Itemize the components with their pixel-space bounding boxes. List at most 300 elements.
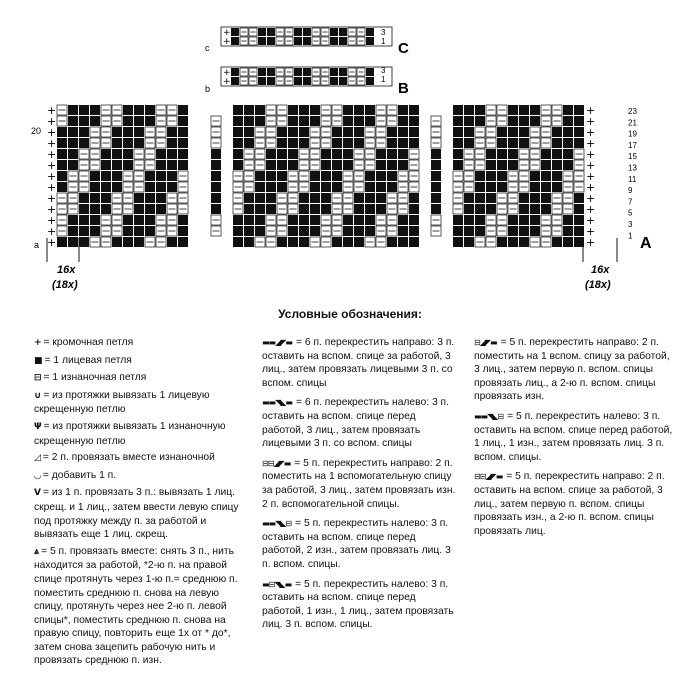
knit-stitch-cell [145,105,155,115]
knit-stitch-cell [354,138,364,148]
knit-stitch-cell [267,28,275,36]
knit-stitch-cell [68,105,78,115]
knit-stitch-cell [277,149,287,159]
chart-a-row-20: 20 [31,126,42,136]
knit-stitch-cell [244,226,254,236]
legend-symbol-icon: ▬▬◢◤▬ [262,338,292,347]
edge-stitch-cell: + [47,115,57,128]
knit-stitch-cell [409,138,419,148]
knit-stitch-cell [288,149,298,159]
knit-stitch-cell [134,237,144,247]
legend-symbol-icon: ⊟ [34,373,42,384]
knit-stitch-cell [68,138,78,148]
knit-stitch-cell [343,116,353,126]
repeat-right-18x: (18x) [585,279,611,291]
knit-stitch-cell [123,127,133,137]
edge-stitch-cell: + [47,192,57,205]
knit-stitch-cell [343,149,353,159]
knit-stitch-cell [101,193,111,203]
knit-stitch-cell [530,105,540,115]
knit-stitch-cell [354,127,364,137]
legend-entry [262,517,458,571]
knit-stitch-cell [398,215,408,225]
knit-stitch-cell [464,127,474,137]
edge-stitch-cell: + [586,126,596,139]
knit-stitch-cell [387,171,397,181]
knit-stitch-cell [255,116,265,126]
knit-stitch-cell [330,37,338,45]
knit-stitch-cell [156,193,166,203]
edge-stitch-cell: + [47,104,57,117]
knit-stitch-cell [339,28,347,36]
knit-stitch-cell [244,237,254,247]
knit-stitch-cell [387,149,397,159]
knit-stitch-cell [366,77,374,85]
legend-symbol-icon: ⊟⊟◢◤▬ [262,458,291,468]
legend-entry [34,389,246,417]
knit-stitch-cell [310,116,320,126]
knit-stitch-cell [211,204,221,214]
knit-stitch-cell [409,116,419,126]
knit-stitch-cell [123,160,133,170]
knit-stitch-cell [79,226,89,236]
knit-stitch-cell [431,193,441,203]
edge-stitch-cell: + [586,181,596,194]
knit-stitch-cell [332,160,342,170]
chart-b-row-3: 3 [381,66,386,75]
edge-stitch-cell: + [586,115,596,128]
knit-stitch-cell [453,160,463,170]
knit-stitch-cell [244,116,254,126]
knit-stitch-cell [398,105,408,115]
knit-stitch-cell [453,127,463,137]
legend-entry [34,354,246,369]
knit-stitch-cell [574,127,584,137]
knit-stitch-cell [310,215,320,225]
edge-stitch-cell: + [47,181,57,194]
knit-stitch-cell [233,105,243,115]
knit-stitch-cell [134,127,144,137]
legend-text: = 5 п. перекрестить направо: 2 п. оставить на вспом. спице за работой, 3 лиц., затем первую п. вспом. спицы провязать изн., а 2-ю п. вспом. спицы провязать лиц. [474,471,665,537]
knit-stitch-cell [464,226,474,236]
row-number: 3 [628,220,633,229]
knit-stitch-cell [332,138,342,148]
knit-stitch-cell [354,193,364,203]
knit-stitch-cell [156,149,166,159]
knit-stitch-cell [79,215,89,225]
chart-a-row-label: a [34,240,40,250]
knit-stitch-cell [68,160,78,170]
knit-stitch-cell [497,127,507,137]
knit-stitch-cell [475,105,485,115]
legend-column-2 [262,336,458,635]
row-number: 19 [628,129,637,139]
knit-stitch-cell [233,160,243,170]
knit-stitch-cell [486,182,496,192]
legend-text: = добавить 1 п. [42,469,117,481]
knit-stitch-cell [453,105,463,115]
knit-stitch-cell [156,204,166,214]
knit-stitch-cell [330,77,338,85]
knit-stitch-cell [409,237,419,247]
chart-b-grid [221,67,392,87]
knit-stitch-cell [277,160,287,170]
knit-stitch-cell [398,127,408,137]
edge-stitch-cell: + [586,236,596,249]
legend-symbol-icon: ▬▬◥◣▬ [262,398,292,408]
knit-stitch-cell [288,226,298,236]
knit-stitch-cell [398,160,408,170]
knit-stitch-cell [332,182,342,192]
knit-stitch-cell [303,68,311,76]
knit-stitch-cell [398,226,408,236]
legend-text: = кромочная петля [43,337,134,348]
legend-text: = 6 п. перекрестить направо: 3 п. оставить на вспом. спице за работой, 3 лиц., затем провязать лицевыми 3 п. со вспом. спицы [262,337,455,389]
knit-stitch-cell [508,149,518,159]
knit-stitch-cell [123,149,133,159]
knit-stitch-cell [134,138,144,148]
knit-stitch-cell [354,237,364,247]
knit-stitch-cell [508,160,518,170]
knit-stitch-cell [310,204,320,214]
knit-stitch-cell [497,149,507,159]
knit-stitch-cell [266,193,276,203]
knit-stitch-cell [167,182,177,192]
knit-stitch-cell [211,171,221,181]
knit-stitch-cell [343,160,353,170]
knit-stitch-cell [563,237,573,247]
knit-stitch-cell [145,193,155,203]
knit-stitch-cell [497,160,507,170]
knit-stitch-cell [563,160,573,170]
knit-stitch-cell [464,237,474,247]
legend-entry [262,457,458,511]
knit-stitch-cell [366,28,374,36]
knit-stitch-cell [255,105,265,115]
knit-stitch-cell [431,204,441,214]
knit-stitch-cell [90,182,100,192]
knit-stitch-cell [258,68,266,76]
knit-stitch-cell [330,68,338,76]
edge-stitch-cell: + [586,203,596,216]
knit-stitch-cell [552,237,562,247]
knit-stitch-cell [574,116,584,126]
edge-stitch-cell: + [586,104,596,117]
knit-stitch-cell [376,193,386,203]
knit-stitch-cell [134,226,144,236]
knit-stitch-cell [464,204,474,214]
repeat-left-16x: 16x [57,264,76,276]
knit-stitch-cell [552,149,562,159]
knit-stitch-cell [398,237,408,247]
knit-stitch-cell [431,171,441,181]
knit-stitch-cell [258,28,266,36]
row-number: 17 [628,140,637,150]
knit-stitch-cell [244,138,254,148]
knit-stitch-cell [101,149,111,159]
edge-stitch-cell: + [47,214,57,227]
knit-stitch-cell [267,68,275,76]
knit-stitch-cell [79,127,89,137]
edge-stitch-cell: + [223,77,231,87]
knit-stitch-cell [530,193,540,203]
knit-stitch-cell [508,215,518,225]
knit-stitch-cell [277,182,287,192]
legend-symbol-icon: ⊟◢◤▬ [474,338,497,347]
knit-stitch-cell [277,127,287,137]
knit-stitch-cell [79,105,89,115]
knit-stitch-cell [167,237,177,247]
knit-stitch-cell [294,77,302,85]
knit-stitch-cell [354,215,364,225]
knit-stitch-cell [145,215,155,225]
knit-stitch-cell [57,138,67,148]
knit-stitch-cell [365,171,375,181]
edge-stitch-cell: + [47,126,57,139]
legend-entry [262,336,458,390]
knit-stitch-cell [343,105,353,115]
knit-stitch-cell [244,127,254,137]
knit-stitch-cell [299,215,309,225]
knit-stitch-cell [453,215,463,225]
knit-stitch-cell [112,182,122,192]
knit-stitch-cell [530,226,540,236]
knit-stitch-cell [343,237,353,247]
edge-stitch-cell: + [47,236,57,249]
knit-stitch-cell [255,215,265,225]
knit-stitch-cell [552,138,562,148]
knit-stitch-cell [233,237,243,247]
knit-stitch-cell [101,182,111,192]
knit-stitch-cell [376,204,386,214]
legend-text: = 5 п. перекрестить налево: 3 п. оставить на вспом. спице перед работой, 1 лиц., 1 изн., затем провязать лиц. 3 п. вспом. спицы. [474,410,673,463]
knit-stitch-cell [266,171,276,181]
knit-stitch-cell [57,149,67,159]
legend-entry [34,336,246,351]
knit-stitch-cell [57,171,67,181]
knit-stitch-cell [101,160,111,170]
row-number: 15 [628,152,637,162]
knit-stitch-cell [464,138,474,148]
knit-stitch-cell [145,182,155,192]
knit-stitch-cell [339,68,347,76]
knit-stitch-cell [233,149,243,159]
knit-stitch-cell [167,171,177,181]
knit-stitch-cell [266,182,276,192]
knit-stitch-cell [453,138,463,148]
knit-stitch-cell [299,193,309,203]
knit-stitch-cell [519,215,529,225]
knit-stitch-cell [541,182,551,192]
knit-stitch-cell [398,116,408,126]
knit-stitch-cell [288,160,298,170]
legend-symbol-icon: ⊟⊟◢◤▬ [474,472,503,482]
knit-stitch-cell [277,138,287,148]
legend-text: = 5 п. перекрестить налево: 3 п. оставить на вспом. спице перед работой, 1 изн., 1 лиц., затем провязать лиц. 3 п. вспом. спицы. [262,578,454,631]
knit-stitch-cell [303,28,311,36]
knit-stitch-cell [530,204,540,214]
knit-stitch-cell [453,116,463,126]
knit-stitch-cell [366,37,374,45]
knit-stitch-cell [123,226,133,236]
knit-stitch-cell [277,171,287,181]
knit-stitch-cell [541,160,551,170]
edge-stitch-cell: + [586,225,596,238]
knit-stitch-cell [475,171,485,181]
knit-stitch-cell [519,237,529,247]
knit-stitch-cell [299,204,309,214]
knit-stitch-cell [267,37,275,45]
knit-stitch-cell [79,237,89,247]
knit-stitch-cell [541,204,551,214]
row-number: 21 [628,118,637,128]
chart-a-row-numbers [628,107,637,240]
knit-stitch-cell [299,138,309,148]
knit-stitch-cell [68,237,78,247]
knit-stitch-cell [508,138,518,148]
knit-stitch-cell [294,68,302,76]
knit-stitch-cell [255,204,265,214]
knit-stitch-cell [530,116,540,126]
knit-stitch-cell [552,182,562,192]
knit-stitch-cell [574,204,584,214]
knit-stitch-cell [332,149,342,159]
repeat-left-18x: (18x) [52,279,78,291]
knit-stitch-cell [486,149,496,159]
knitting-chart [0,0,700,300]
knit-stitch-cell [398,138,408,148]
row-number: 13 [628,163,637,173]
knit-stitch-cell [343,226,353,236]
edge-stitch-cell: + [586,148,596,161]
knit-stitch-cell [475,193,485,203]
knit-stitch-cell [574,215,584,225]
knit-stitch-cell [101,204,111,214]
edge-stitch-cell: + [586,159,596,172]
knit-stitch-cell [574,226,584,236]
edge-stitch-cell: + [47,225,57,238]
knit-stitch-cell [299,127,309,137]
knit-stitch-cell [541,193,551,203]
legend-text: = из протяжки вывязать 1 изнаночную скрещенную петлю [34,420,226,447]
knit-stitch-cell [231,68,239,76]
knit-stitch-cell [464,193,474,203]
knit-stitch-cell [354,105,364,115]
knit-stitch-cell [541,149,551,159]
knit-stitch-cell [123,138,133,148]
knit-stitch-cell [330,28,338,36]
knit-stitch-cell [288,116,298,126]
knit-stitch-cell [68,127,78,137]
knit-stitch-cell [332,127,342,137]
knit-stitch-cell [563,127,573,137]
knit-stitch-cell [332,237,342,247]
knit-stitch-cell [299,105,309,115]
knit-stitch-cell [409,215,419,225]
knit-stitch-cell [497,138,507,148]
legend-text: = 5 п. перекрестить налево: 3 п. оставить на вспом. спице перед работой, 2 изн., затем провязать лиц. 3 п. вспом. спицы. [262,518,451,570]
legend-text: = 6 п. перекрестить налево: 3 п. оставить на вспом. спице перед работой, 3 лиц., затем провязать лицевыми 3 п. со вспом. спицы [262,397,449,450]
knit-stitch-cell [233,127,243,137]
knit-stitch-cell [134,116,144,126]
knit-stitch-cell [464,116,474,126]
legend-symbol-icon: ⩓ [34,546,40,557]
knit-stitch-cell [277,237,287,247]
knit-stitch-cell [508,127,518,137]
knit-stitch-cell [231,37,239,45]
knit-stitch-cell [101,171,111,181]
legend-entry [474,470,674,538]
knit-stitch-cell [398,149,408,159]
knit-stitch-cell [231,77,239,85]
knit-stitch-cell [211,182,221,192]
row-number: 1 [628,231,633,241]
knit-stitch-cell [112,149,122,159]
knit-stitch-cell [453,237,463,247]
knit-stitch-cell [156,171,166,181]
knit-stitch-cell [68,226,78,236]
knit-stitch-cell [321,204,331,214]
legend-text: = 1 лицевая петля [44,354,132,366]
knit-stitch-cell [552,160,562,170]
knit-stitch-cell [365,116,375,126]
knit-stitch-cell [563,215,573,225]
legend-entry [34,451,246,466]
knit-stitch-cell [112,127,122,137]
knit-stitch-cell [321,182,331,192]
legend-entry [262,396,458,450]
legend-symbol-icon: ▬▬◥◣⊟ [262,519,292,529]
knit-stitch-cell [366,68,374,76]
knit-stitch-cell [519,226,529,236]
knit-stitch-cell [57,127,67,137]
knit-stitch-cell [233,116,243,126]
knit-stitch-cell [475,182,485,192]
knit-stitch-cell [310,171,320,181]
knit-stitch-cell [387,138,397,148]
knit-stitch-cell [258,77,266,85]
knit-stitch-cell [497,237,507,247]
knit-stitch-cell [57,160,67,170]
knit-stitch-cell [376,171,386,181]
knit-stitch-cell [294,28,302,36]
knit-stitch-cell [178,105,188,115]
knit-stitch-cell [145,171,155,181]
knit-stitch-cell [431,149,441,159]
knit-stitch-cell [431,182,441,192]
knit-stitch-cell [541,171,551,181]
knit-stitch-cell [178,160,188,170]
legend-symbol-icon: ▬▬◥◣⊟ [474,411,504,421]
legend-entry [34,371,246,386]
edge-stitch-cell: + [223,68,231,78]
legend-symbol-icon: Ψ [34,421,42,432]
knit-stitch-cell [288,138,298,148]
chart-c-letter: C [398,40,409,57]
row-number: 9 [628,186,633,196]
legend-symbol-icon: ◿ [34,453,41,464]
knit-stitch-cell [244,204,254,214]
knit-stitch-cell [431,160,441,170]
knit-stitch-cell [365,193,375,203]
knit-stitch-cell [90,116,100,126]
knit-stitch-cell [255,193,265,203]
knit-stitch-cell [303,77,311,85]
legend-text: = 2 п. провязать вместе изнаночной [42,452,215,464]
knit-stitch-cell [145,116,155,126]
knit-stitch-cell [321,149,331,159]
knit-stitch-cell [343,215,353,225]
